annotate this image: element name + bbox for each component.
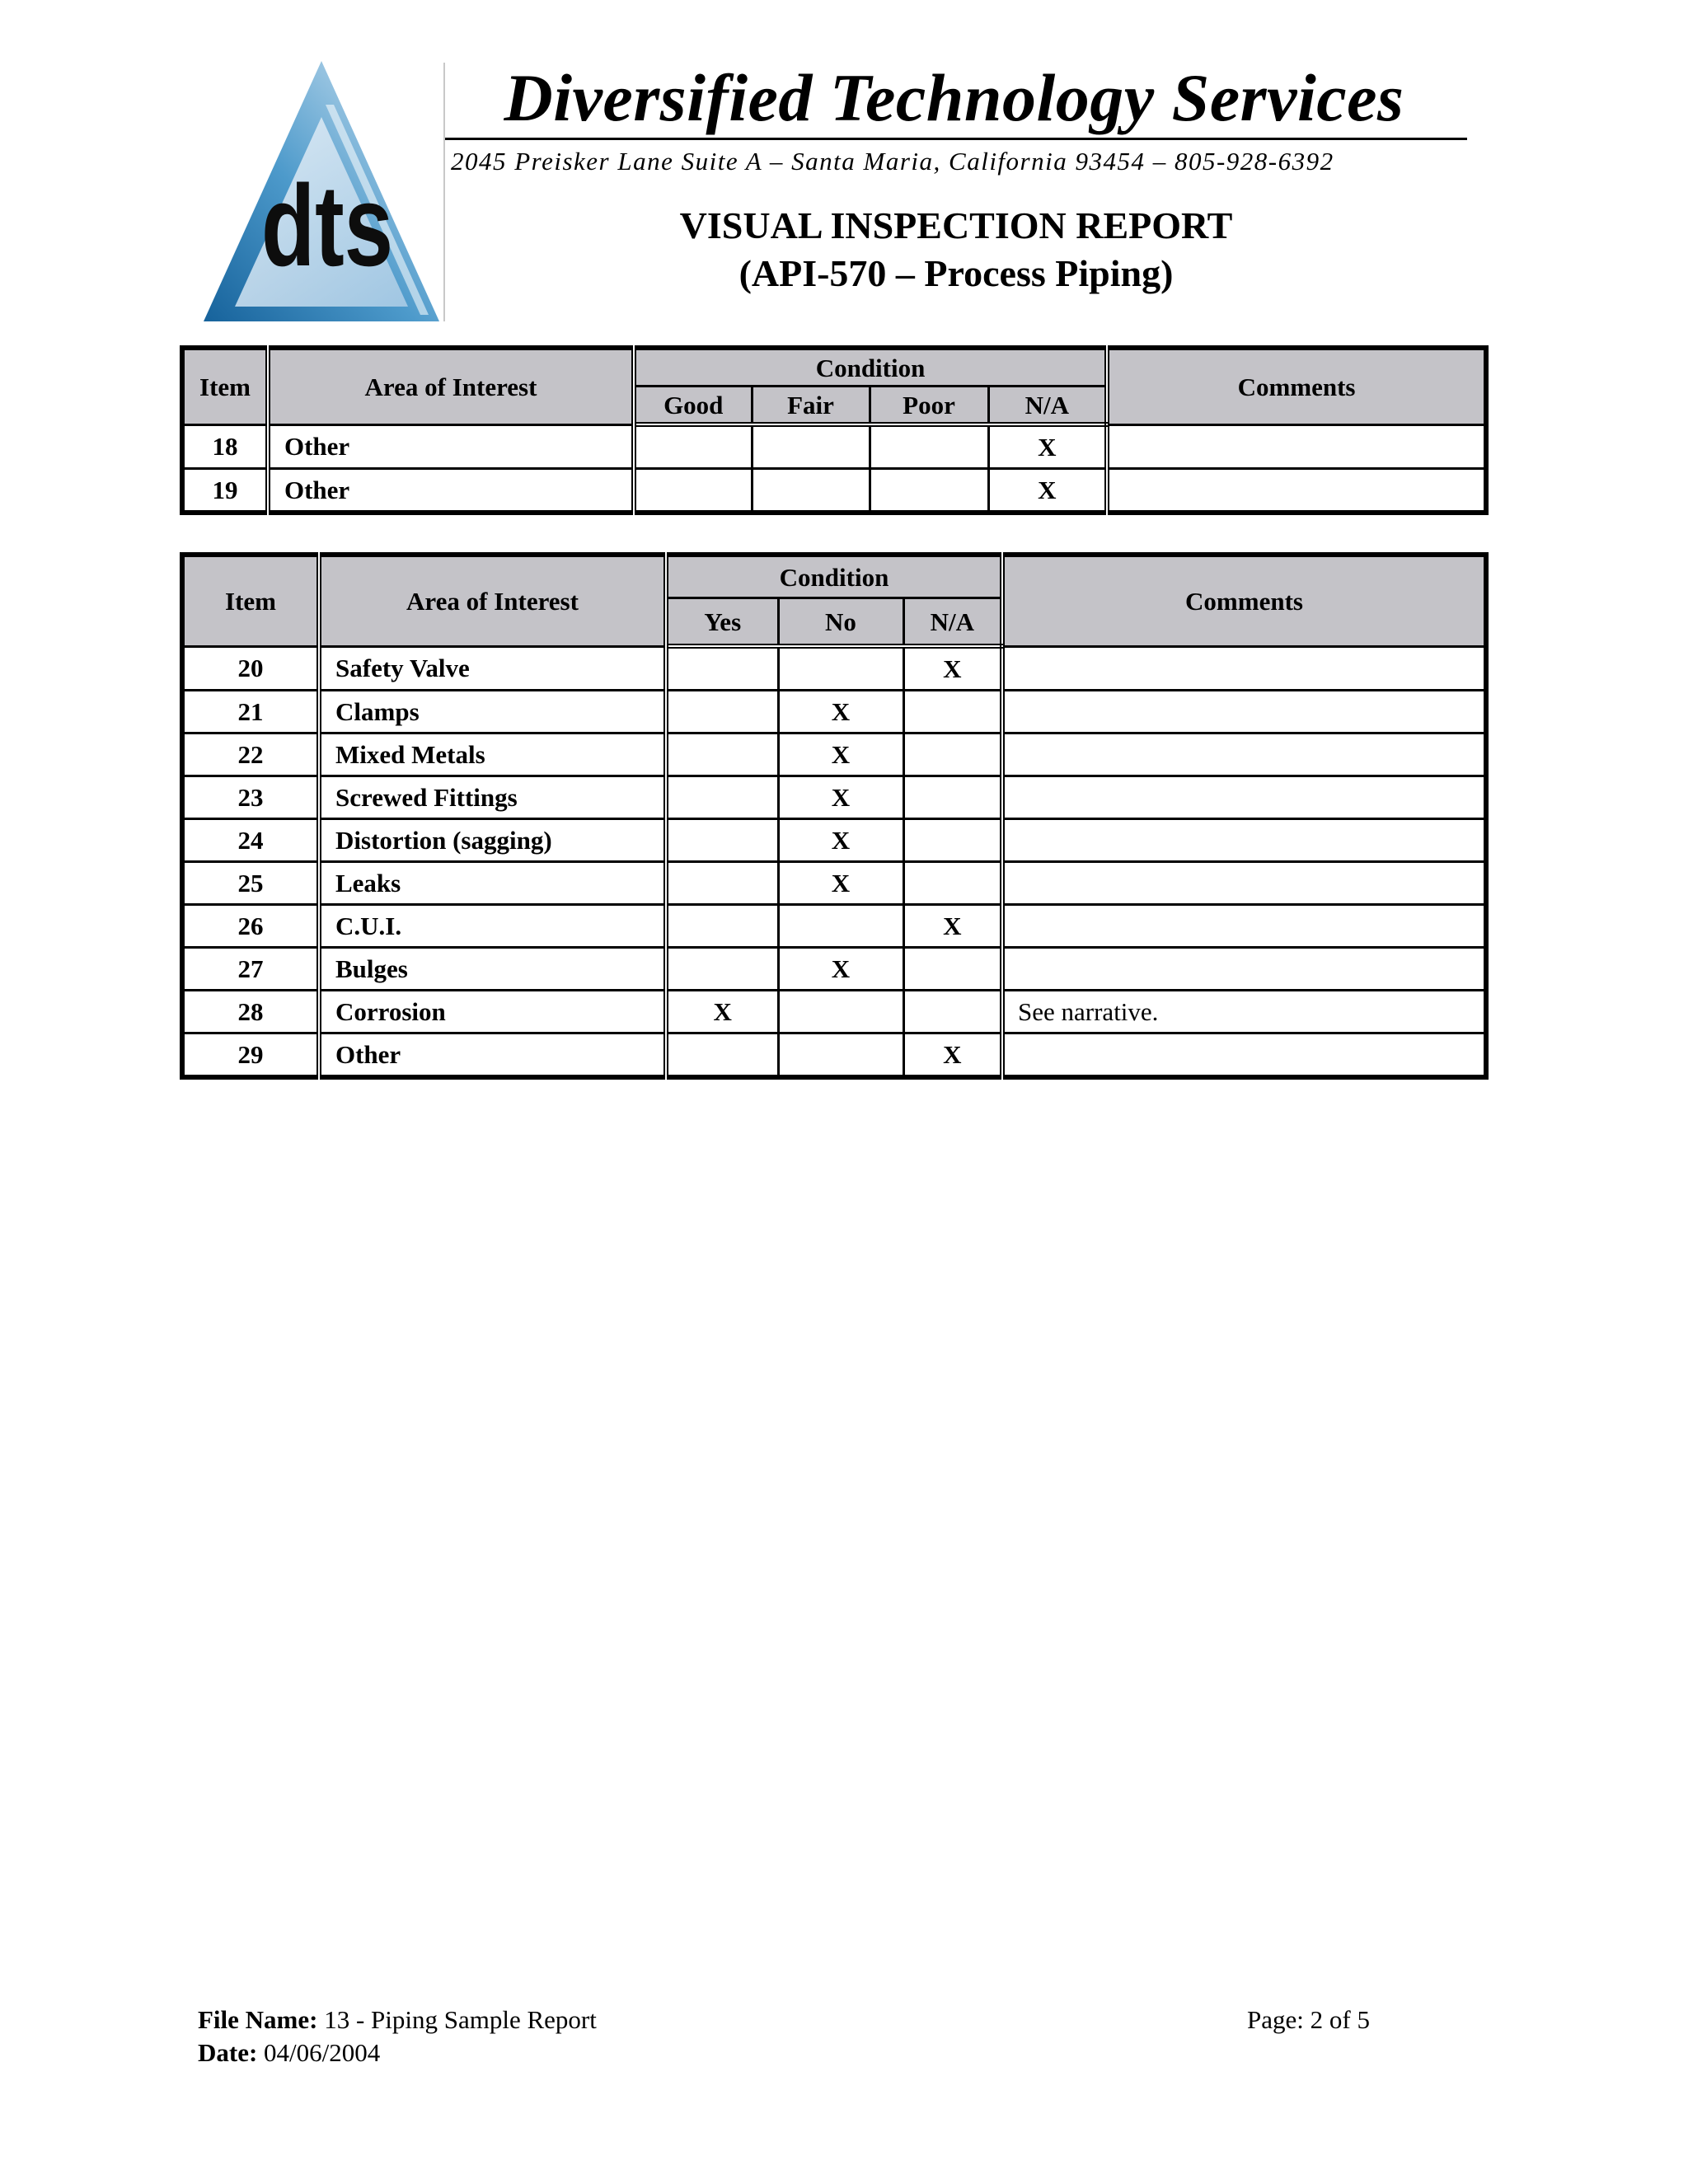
row-item-number: 27 <box>182 948 319 991</box>
header-area-of-interest: Area of Interest <box>268 348 634 424</box>
date-value: 04/06/2004 <box>264 2038 381 2067</box>
row-item-number: 26 <box>182 905 319 948</box>
row-item-number: 25 <box>182 862 319 905</box>
row-na-mark: X <box>988 469 1107 513</box>
row-item-number: 19 <box>182 469 268 513</box>
row-yes-mark <box>666 819 778 862</box>
logo-text: dts <box>261 161 393 290</box>
row-item-number: 24 <box>182 819 319 862</box>
row-item-number: 23 <box>182 776 319 819</box>
row-no-mark: X <box>778 862 903 905</box>
row-area: Corrosion <box>319 991 666 1033</box>
row-area: Clamps <box>319 691 666 733</box>
row-comments <box>1002 646 1486 691</box>
row-no-mark <box>778 1033 903 1078</box>
row-comments <box>1002 905 1486 948</box>
row-comments <box>1107 469 1486 513</box>
table-row <box>182 1033 1486 1078</box>
row-na-mark <box>903 862 1002 905</box>
report-title-block <box>626 202 1286 298</box>
inspection-table-condition <box>180 345 1489 515</box>
header-na: N/A <box>988 387 1107 425</box>
row-comments <box>1002 948 1486 991</box>
row-no-mark: X <box>778 691 903 733</box>
row-na-mark <box>903 948 1002 991</box>
inspection-table-yes-no <box>180 552 1489 1080</box>
date-label: Date: <box>198 2038 258 2067</box>
report-subtitle: (API-570 – Process Piping) <box>738 252 1174 294</box>
row-no-mark: X <box>778 733 903 776</box>
header-comments: Comments <box>1107 348 1486 424</box>
row-good-mark <box>634 469 752 513</box>
row-yes-mark <box>666 733 778 776</box>
row-area: Mixed Metals <box>319 733 666 776</box>
row-area: Safety Valve <box>319 646 666 691</box>
row-item-number: 18 <box>182 424 268 469</box>
row-poor-mark <box>870 424 988 469</box>
table-row <box>182 776 1486 819</box>
footer-file-info <box>198 2004 597 2069</box>
dts-triangle-logo-icon <box>202 59 441 323</box>
row-area: Other <box>319 1033 666 1078</box>
row-yes-mark <box>666 646 778 691</box>
row-no-mark <box>778 905 903 948</box>
row-no-mark: X <box>778 776 903 819</box>
row-yes-mark <box>666 776 778 819</box>
row-no-mark <box>778 991 903 1033</box>
row-na-mark <box>903 991 1002 1033</box>
row-poor-mark <box>870 469 988 513</box>
row-comments <box>1002 776 1486 819</box>
table-row <box>182 424 1486 469</box>
row-area: Distortion (sagging) <box>319 819 666 862</box>
row-comments <box>1002 733 1486 776</box>
file-name-value: 13 - Piping Sample Report <box>324 2005 597 2034</box>
row-comments <box>1107 424 1486 469</box>
row-na-mark <box>903 819 1002 862</box>
header-condition: Condition <box>666 555 1002 598</box>
table-row <box>182 991 1486 1033</box>
row-na-mark: X <box>903 1033 1002 1078</box>
row-item-number: 22 <box>182 733 319 776</box>
report-title: VISUAL INSPECTION REPORT <box>679 204 1233 246</box>
row-na-mark <box>903 776 1002 819</box>
row-yes-mark <box>666 691 778 733</box>
page-number: Page: 2 of 5 <box>1247 2005 1370 2034</box>
row-no-mark: X <box>778 819 903 862</box>
company-address: 2045 Preisker Lane Suite A – Santa Maria, California 93454 – 805-928-6392 <box>451 147 1334 176</box>
row-na-mark: X <box>988 424 1107 469</box>
row-no-mark <box>778 646 903 691</box>
row-comments <box>1002 819 1486 862</box>
row-item-number: 20 <box>182 646 319 691</box>
table-row <box>182 905 1486 948</box>
header-fair: Fair <box>752 387 870 425</box>
header-comments: Comments <box>1002 555 1486 646</box>
company-name: Diversified Technology Services <box>504 60 1404 135</box>
header-divider <box>443 63 445 321</box>
footer-file-name <box>198 2004 597 2036</box>
row-fair-mark <box>752 469 870 513</box>
table-row <box>182 948 1486 991</box>
row-area: Leaks <box>319 862 666 905</box>
row-yes-mark <box>666 948 778 991</box>
footer-date <box>198 2036 597 2069</box>
row-no-mark: X <box>778 948 903 991</box>
row-good-mark <box>634 424 752 469</box>
header-item: Item <box>182 348 268 424</box>
header-good: Good <box>634 387 752 425</box>
table-row <box>182 733 1486 776</box>
table-row <box>182 862 1486 905</box>
header-condition: Condition <box>634 348 1107 387</box>
row-fair-mark <box>752 424 870 469</box>
row-na-mark <box>903 691 1002 733</box>
header-no: No <box>778 598 903 647</box>
row-yes-mark: X <box>666 991 778 1033</box>
row-item-number: 28 <box>182 991 319 1033</box>
row-na-mark: X <box>903 905 1002 948</box>
header-poor: Poor <box>870 387 988 425</box>
table-row <box>182 819 1486 862</box>
table-row <box>182 646 1486 691</box>
row-na-mark: X <box>903 646 1002 691</box>
row-comments <box>1002 691 1486 733</box>
header-item: Item <box>182 555 319 646</box>
row-item-number: 21 <box>182 691 319 733</box>
row-yes-mark <box>666 905 778 948</box>
header-yes: Yes <box>666 598 778 647</box>
row-na-mark <box>903 733 1002 776</box>
row-area: C.U.I. <box>319 905 666 948</box>
table-row <box>182 691 1486 733</box>
row-yes-mark <box>666 1033 778 1078</box>
row-area: Screwed Fittings <box>319 776 666 819</box>
header-na: N/A <box>903 598 1002 647</box>
row-comments <box>1002 1033 1486 1078</box>
row-comments: See narrative. <box>1002 991 1486 1033</box>
row-item-number: 29 <box>182 1033 319 1078</box>
row-yes-mark <box>666 862 778 905</box>
file-name-label: File Name: <box>198 2005 318 2034</box>
header-area-of-interest: Area of Interest <box>319 555 666 646</box>
company-underline <box>445 138 1467 140</box>
row-area: Bulges <box>319 948 666 991</box>
row-comments <box>1002 862 1486 905</box>
row-area: Other <box>268 424 634 469</box>
row-area: Other <box>268 469 634 513</box>
table-row <box>182 469 1486 513</box>
